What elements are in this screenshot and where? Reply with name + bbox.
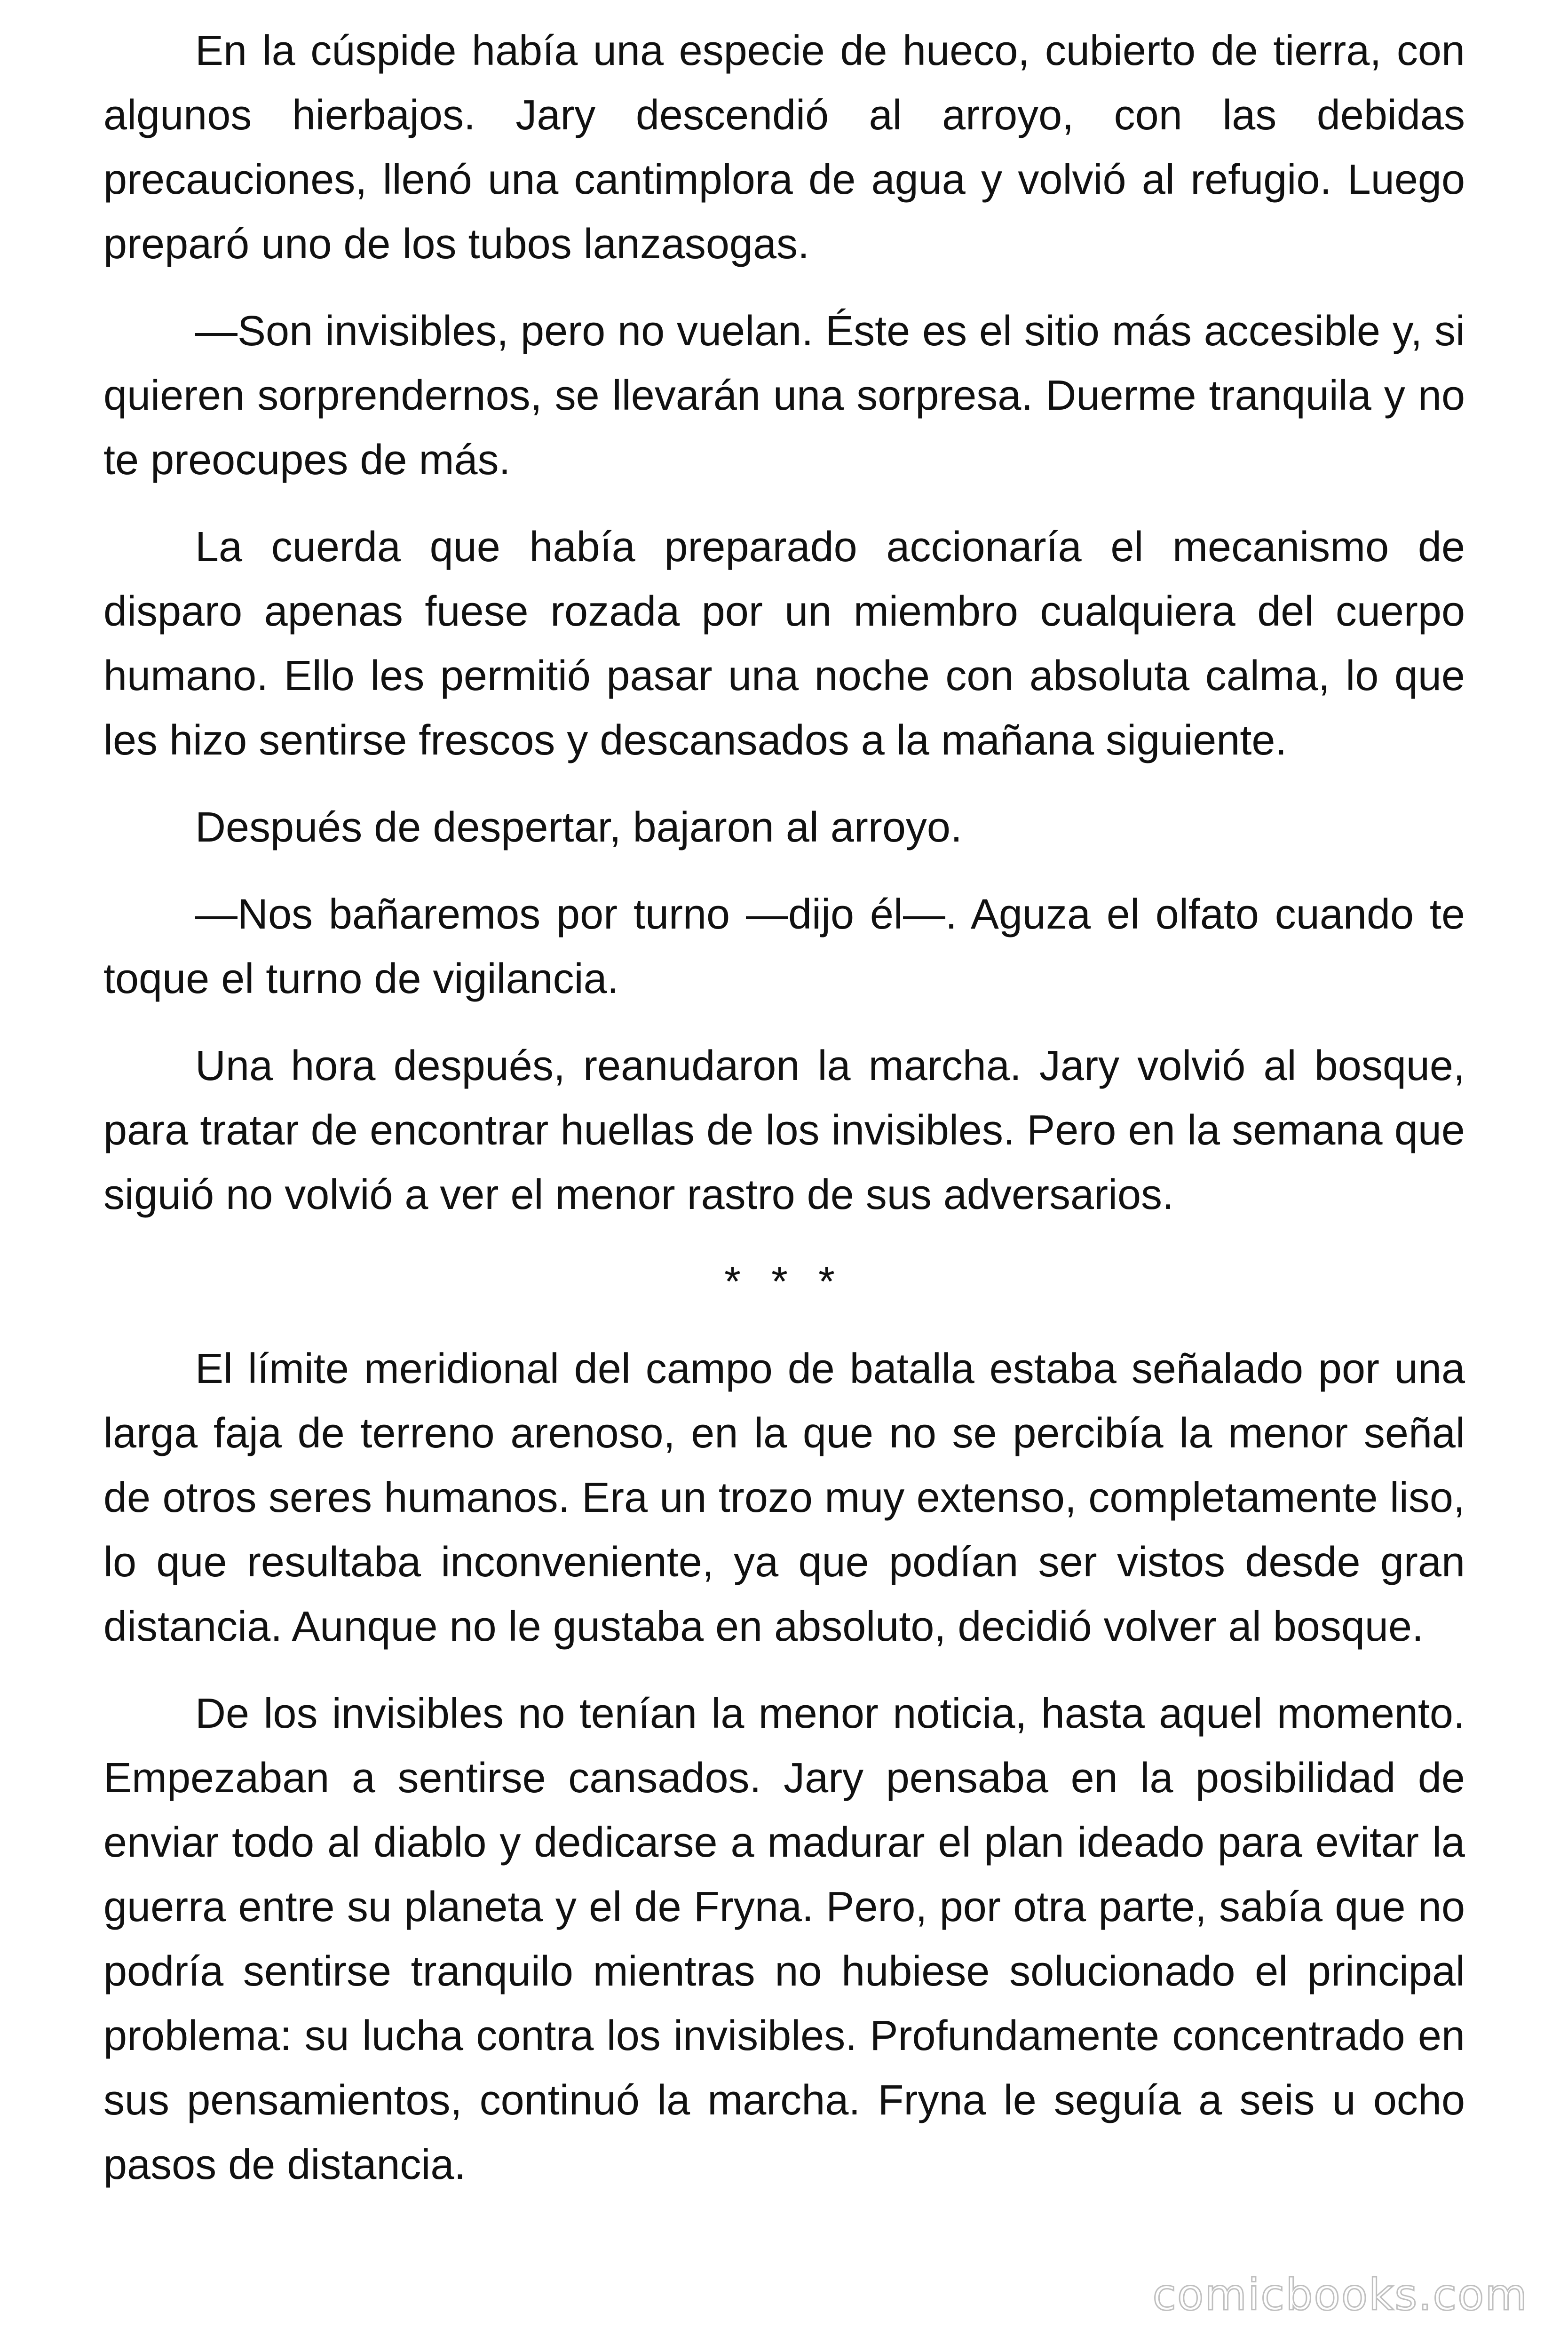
paragraph: —Son invisibles, pero no vuelan. Éste es el sitio más accesible y, si quieren sorprendernos, se llevarán una sorpresa. Duerme tranquila y no te preocupes de más. <box>103 308 1465 484</box>
paragraph: De los invisibles no tenían la menor noticia, hasta aquel momento. Empezaban a sentirse cansados. Jary pensaba en la posibilidad de enviar todo al diablo y dedicarse a madurar el plan ideado para evitar la guerra entre su planeta y el de Fryna. Pero, por otra parte, sabía que no podría sentirse tranquilo mientras no hubiese solucionado el principal problema: su lucha contra los invisibles. Profundamente concentrado en sus pensamientos, continuó la marcha. Fryna le seguía a seis u ocho pasos de distancia. <box>103 1690 1465 2188</box>
paragraph: En la cúspide había una especie de hueco, cubierto de tierra, con algunos hierbajos. Jary descendió al arroyo, con las debidas precauciones, llenó una cantimplora de agua y volvió al refugio. Luego preparó uno de los tubos lanzasogas. <box>103 27 1465 268</box>
book-page <box>103 19 1465 2220</box>
paragraph: Después de despertar, bajaron al arroyo. <box>195 804 962 851</box>
paragraph: El límite meridional del campo de batalla estaba señalado por una larga faja de terreno arenoso, en la que no se percibía la menor señal de otros seres humanos. Era un trozo muy extenso, completamente liso, lo que resultaba inconveniente, ya que podían ser vistos desde gran distancia. Aunque no le gustaba en absoluto, decidió volver al bosque. <box>103 1345 1465 1650</box>
paragraph: —Nos bañaremos por turno —dijo él—. Aguza el olfato cuando te toque el turno de vigilancia. <box>103 891 1465 1002</box>
watermark-logo: comicbooks.com <box>1152 2270 1528 2320</box>
section-separator: * * * <box>724 1258 845 1305</box>
paragraph: La cuerda que había preparado accionaría el mecanismo de disparo apenas fuese rozada por un miembro cualquiera del cuerpo humano. Ello les permitió pasar una noche con absoluta calma, lo que les hizo sentirse frescos y descansados a la mañana siguiente. <box>103 524 1465 764</box>
paragraph: Una hora después, reanudaron la marcha. Jary volvió al bosque, para tratar de encontrar huellas de los invisibles. Pero en la semana que siguió no volvió a ver el menor rastro de sus adversarios. <box>103 1042 1465 1218</box>
